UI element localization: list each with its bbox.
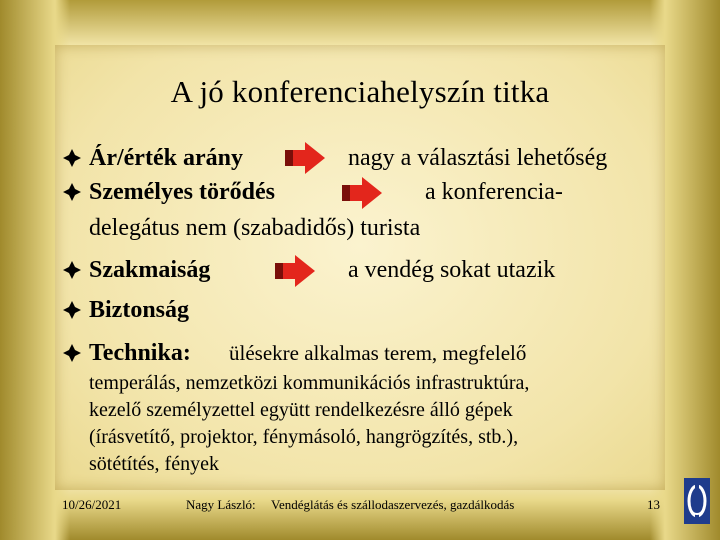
bullet-description-line: sötétítés, fények (89, 453, 219, 475)
footer-author: Nagy László: (186, 497, 256, 512)
bullet-description-line: (írásvetítő, projektor, fénymásoló, hangrögzítés, stb.), (89, 426, 519, 448)
page-number: 13 (647, 497, 660, 512)
bullet-description-line: kezelő személyzettel együtt rendelkezésre álló gépek (89, 399, 513, 421)
bullet-label: Szakmaiság (89, 257, 211, 283)
bullet-description-line: temperálás, nemzetközi kommunikációs infrastruktúra, (89, 372, 530, 394)
right-arrow-icon (340, 175, 384, 211)
slide-title: A jó konferenciahelyszín titka (170, 74, 550, 109)
bullet-label: Személyes törődés (89, 179, 275, 205)
diamond-bullet-icon (62, 182, 82, 202)
bullet-description: ülésekre alkalmas terem, megfelelő (229, 341, 527, 365)
bullet-result: nagy a választási lehetőség (348, 145, 608, 171)
diamond-bullet-icon (62, 260, 82, 280)
diamond-bullet-icon (62, 343, 82, 363)
right-arrow-icon (273, 253, 317, 289)
bullet-label: Biztonság (89, 297, 190, 323)
footer-date: 10/26/2021 (62, 497, 122, 512)
logo-icon (684, 478, 710, 524)
bullet-result: a vendég sokat utazik (348, 257, 556, 283)
diamond-bullet-icon (62, 148, 82, 168)
footer-course: Vendéglátás és szállodaszervezés, gazdálkodás (271, 497, 515, 512)
diamond-bullet-icon (62, 300, 82, 320)
bullet-label: Technika: (89, 340, 191, 366)
bullet-result-continuation: delegátus nem (szabadidős) turista (89, 215, 421, 241)
bullet-label: Ár/érték arány (89, 145, 243, 171)
bullet-result: a konferencia- (425, 179, 563, 205)
right-arrow-icon (283, 140, 327, 176)
